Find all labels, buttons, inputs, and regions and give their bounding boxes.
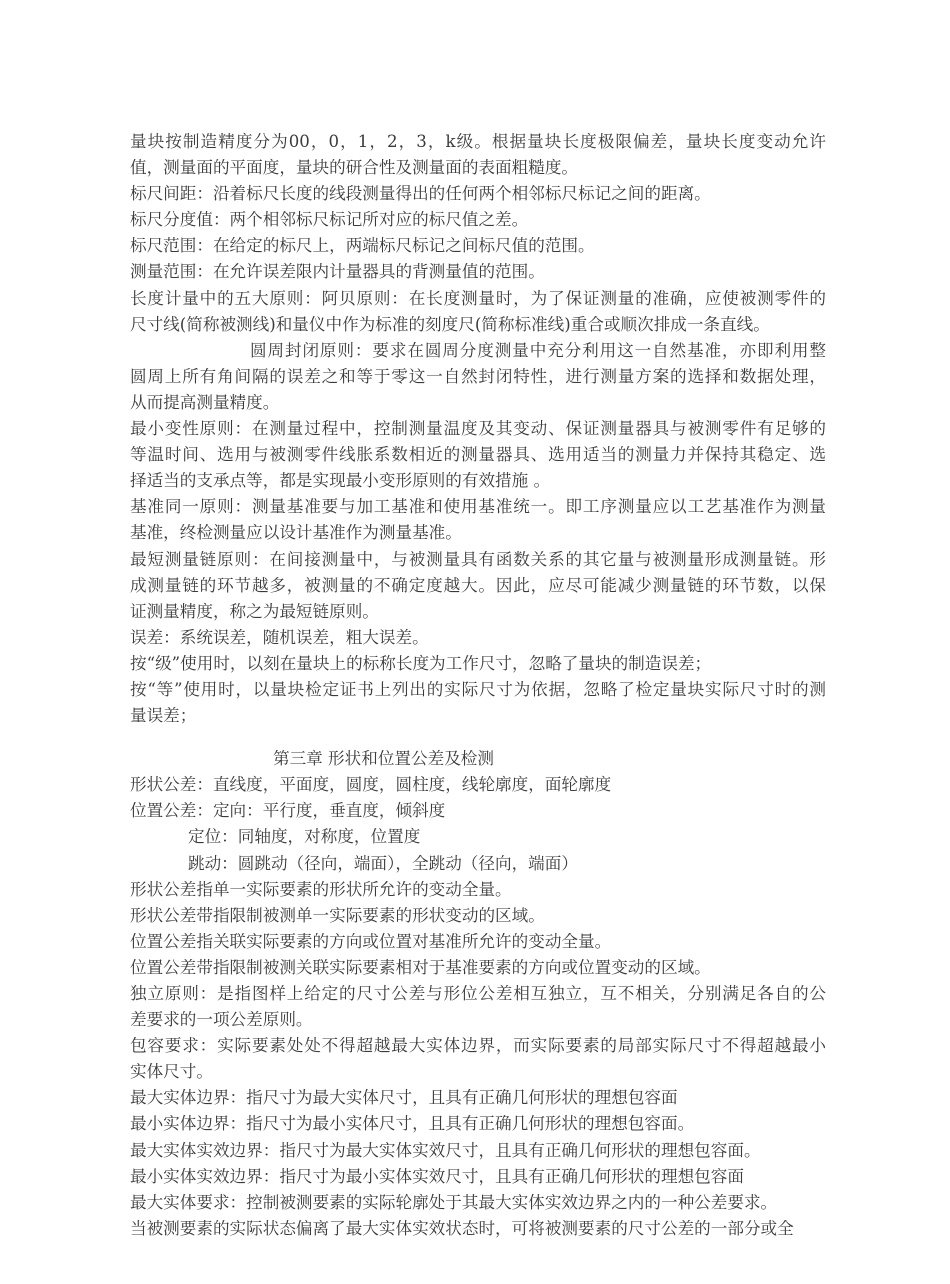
paragraph <box>130 129 826 181</box>
paragraph-line: 差要求的一项公差原则。 <box>130 1010 313 1030</box>
paragraph <box>130 416 826 494</box>
paragraph <box>130 981 826 1033</box>
paragraph-line: 按“等”使用时，以量块检定证书上列出的实际尺寸为依据，忽略了检定量块实际尺寸时的测 <box>130 679 826 699</box>
paragraph <box>130 1033 826 1085</box>
paragraph-line: 圆周封闭原则：要求在圆周分度测量中充分利用这一自然基准，亦即利用整 <box>250 340 826 360</box>
paragraph <box>130 955 826 981</box>
paragraph-line: 标尺间距：沿着标尺长度的线段测量得出的任何两个相邻标尺标记之间的距离。 <box>130 184 711 204</box>
paragraph <box>130 181 826 207</box>
paragraph-line: 按“级”使用时，以刻在量块上的标称长度为工作尺寸，忽略了量块的制造误差； <box>130 653 712 673</box>
paragraph-line: 最小实体边界：指尺寸为最小实体尺寸，且具有正确几何形状的理想包容面。 <box>130 1114 695 1134</box>
paragraph-line: 长度计量中的五大原则：阿贝原则：在长度测量时，为了保证测量的准确，应使被测零件的 <box>130 288 826 308</box>
document-page <box>130 129 826 1242</box>
paragraph-line: 择适当的支承点等，都是实现最小变形原则的有效措施 。 <box>130 471 551 491</box>
paragraph <box>130 1085 826 1111</box>
paragraph <box>130 651 826 677</box>
paragraph-line: 当被测要素的实际状态偏离了最大实体实效状态时，可将被测要素的尺寸公差的一部分或全 <box>130 1218 794 1238</box>
paragraph-line: 最小变性原则：在测量过程中，控制测量温度及其变动、保证测量器具与被测零件有足够的 <box>130 419 826 439</box>
paragraph <box>130 1216 826 1242</box>
paragraph-line: 尺寸线(简称被测线)和量仪中作为标准的刻度尺(简称标准线)重合或顺次排成一条直线。 <box>130 314 770 334</box>
paragraph <box>130 877 826 903</box>
paragraph <box>130 929 826 955</box>
section-measurement-basics <box>130 129 826 729</box>
paragraph <box>130 547 826 625</box>
paragraph-line: 形状公差：直线度，平面度，圆度，圆柱度，线轮廓度，面轮廓度 <box>130 775 612 795</box>
paragraph <box>130 259 826 285</box>
paragraph-line: 测量范围：在允许误差限内计量器具的背测量值的范围。 <box>130 262 545 282</box>
paragraph-line: 位置公差带指限制被测关联实际要素相对于基准要素的方向或位置变动的区域。 <box>130 957 711 977</box>
paragraph <box>130 677 826 729</box>
paragraph <box>130 338 826 416</box>
paragraph-line: 最小实体实效边界：指尺寸为最小实体实效尺寸，且具有正确几何形状的理想包容面 <box>130 1166 744 1186</box>
paragraph-line: 最短测量链原则：在间接测量中，与被测量具有函数关系的其它量与被测量形成测量链。形 <box>130 549 826 569</box>
paragraph-line: 形状公差指单一实际要素的形状所允许的变动全量。 <box>130 879 512 899</box>
paragraph <box>130 625 826 651</box>
paragraph-line: 值，测量面的平面度，量块的研合性及测量面的表面粗糙度。 <box>130 158 579 178</box>
paragraph-line: 最大实体要求：控制被测要素的实际轮廓处于其最大实体实效边界之内的一种公差要求。 <box>130 1192 778 1212</box>
paragraph-line: 误差：系统误差，随机误差，粗大误差。 <box>130 627 429 647</box>
paragraph-line: 证测量精度，称之为最短链原则。 <box>130 601 379 621</box>
paragraph <box>130 494 826 546</box>
chapter-heading: 第三章 形状和位置公差及检测 <box>273 749 494 769</box>
paragraph-line: 位置公差指关联实际要素的方向或位置对基准所允许的变动全量。 <box>130 931 612 951</box>
paragraph-line: 最大实体实效边界：指尺寸为最大实体实效尺寸，且具有正确几何形状的理想包容面。 <box>130 1140 761 1160</box>
section-tolerance-definitions <box>130 877 826 1242</box>
paragraph-line: 等温时间、选用与被测零件线胀系数相近的测量器具、选用适当的测量力并保持其稳定、选 <box>130 445 826 465</box>
paragraph-line: 量误差； <box>130 706 197 726</box>
paragraph-line: 包容要求：实际要素处处不得超越最大实体边界，而实际要素的局部实际尺寸不得超越最小 <box>130 1036 826 1056</box>
paragraph <box>130 233 826 259</box>
paragraph-line: 基准同一原则：测量基准要与加工基准和使用基准统一。即工序测量应以工艺基准作为测量 <box>130 497 826 517</box>
paragraph-line: 量块按制造精度分为00，0，1，2，3，k级。根据量块长度极限偏差，量块长度变动允许 <box>130 132 826 151</box>
blank-line <box>130 729 826 746</box>
paragraph-line: 圆周上所有角间隔的误差之和等于零这一自然封闭特性，进行测量方案的选择和数据处理， <box>130 366 826 386</box>
paragraph-line: 最大实体边界：指尺寸为最大实体尺寸，且具有正确几何形状的理想包容面 <box>130 1088 678 1108</box>
paragraph-line: 标尺分度值：两个相邻标尺标记所对应的标尺值之差。 <box>130 210 529 230</box>
paragraph-line: 从而提高测量精度。 <box>130 392 280 412</box>
paragraph-line: 跳动：圆跳动（径向，端面），全跳动（径向，端面） <box>188 853 578 873</box>
paragraph-line: 位置公差：定向：平行度，垂直度，倾斜度 <box>130 801 446 821</box>
paragraph-line: 实体尺寸。 <box>130 1062 213 1082</box>
paragraph-line: 基准，终检测量应以设计基准作为测量基准。 <box>130 523 462 543</box>
paragraph <box>130 1138 826 1164</box>
paragraph <box>130 1111 826 1137</box>
paragraph <box>130 1190 826 1216</box>
paragraph <box>130 286 826 338</box>
paragraph-line: 形状公差带指限制被测单一实际要素的形状变动的区域。 <box>130 905 545 925</box>
paragraph-line: 成测量链的环节越多，被测量的不确定度越大。因此，应尽可能减少测量链的环节数，以保 <box>130 575 826 595</box>
paragraph <box>130 903 826 929</box>
paragraph <box>130 207 826 233</box>
paragraph <box>130 1164 826 1190</box>
paragraph-line: 定位：同轴度，对称度，位置度 <box>188 827 421 847</box>
paragraph-line: 标尺范围：在给定的标尺上，两端标尺标记之间标尺值的范围。 <box>130 236 595 256</box>
paragraph-line: 独立原则：是指图样上给定的尺寸公差与形位公差相互独立，互不相关，分别满足各自的公 <box>130 984 826 1003</box>
